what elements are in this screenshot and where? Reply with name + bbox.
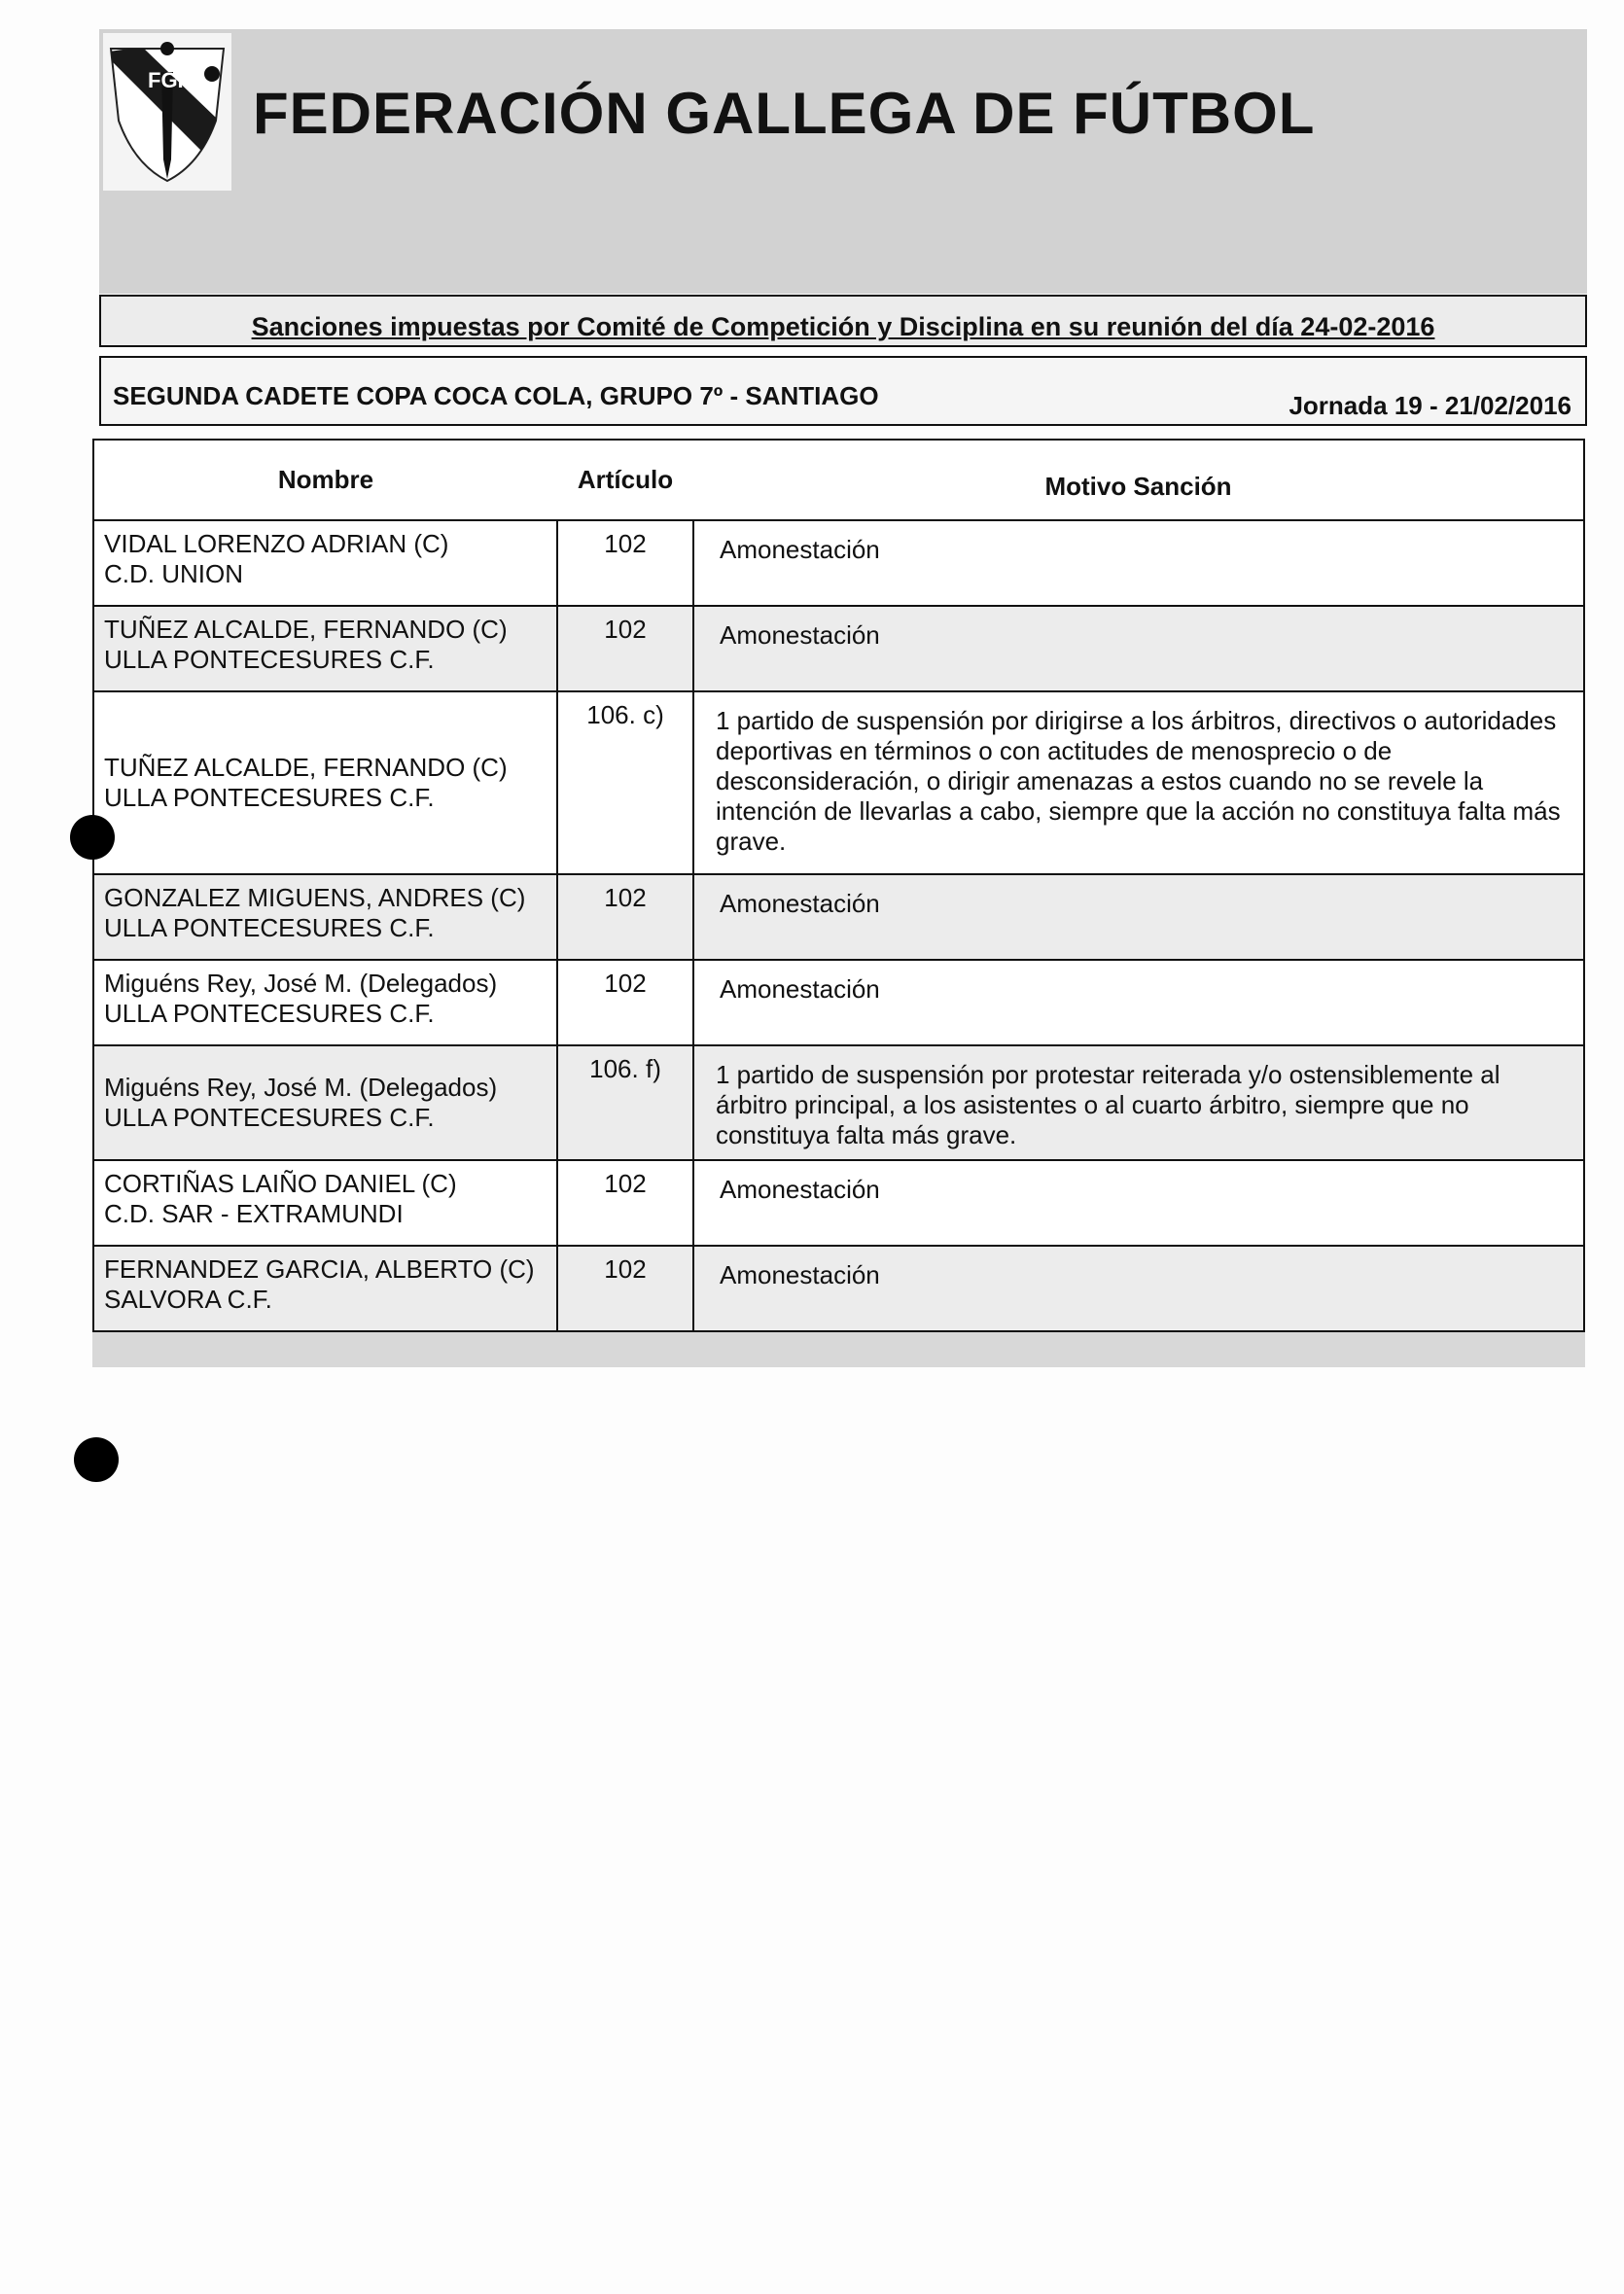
sanctions-table	[92, 439, 1585, 1332]
person-name: Miguéns Rey, José M. (Delegados)	[104, 969, 498, 998]
header-motivo: Motivo Sanción	[693, 440, 1584, 520]
person-name: TUÑEZ ALCALDE, FERNANDO (C)	[104, 615, 508, 644]
article-cell: 106. f)	[557, 1045, 693, 1160]
header-articulo: Artículo	[557, 440, 693, 520]
person-name: VIDAL LORENZO ADRIAN (C)	[104, 529, 449, 558]
club-name: ULLA PONTECESURES C.F.	[104, 645, 435, 674]
name-cell	[93, 520, 557, 606]
name-cell	[93, 606, 557, 691]
club-name: ULLA PONTECESURES C.F.	[104, 999, 435, 1028]
article-cell: 102	[557, 960, 693, 1045]
header-nombre: Nombre	[93, 440, 557, 520]
person-name: Miguéns Rey, José M. (Delegados)	[104, 1073, 498, 1102]
table-row	[93, 520, 1584, 606]
reason-cell: Amonestación	[693, 960, 1584, 1045]
club-name: C.D. SAR - EXTRAMUNDI	[104, 1199, 404, 1228]
article-cell: 102	[557, 606, 693, 691]
article-cell: 106. c)	[557, 691, 693, 874]
name-cell	[93, 691, 557, 874]
club-name: SALVORA C.F.	[104, 1285, 272, 1314]
reason-cell: 1 partido de suspensión por protestar reiterada y/o ostensiblemente al árbitro principal, a los asistentes o al cuarto árbitro, siempre que no constituya falta más grave.	[693, 1045, 1584, 1160]
competition-name: SEGUNDA CADETE COPA COCA COLA, GRUPO 7º - SANTIAGO	[113, 381, 879, 410]
table-row	[93, 1160, 1584, 1246]
reason-cell: Amonestación	[693, 1160, 1584, 1246]
person-name: TUÑEZ ALCALDE, FERNANDO (C)	[104, 753, 508, 782]
name-cell	[93, 1160, 557, 1246]
table-row	[93, 874, 1584, 960]
svg-text:FGF: FGF	[148, 68, 191, 92]
page-title: FEDERACIÓN GALLEGA DE FÚTBOL	[253, 81, 1316, 146]
name-cell	[93, 1246, 557, 1331]
club-name: ULLA PONTECESURES C.F.	[104, 783, 435, 812]
reason-cell: Amonestación	[693, 606, 1584, 691]
club-name: C.D. UNION	[104, 559, 243, 588]
header-band	[99, 29, 1587, 294]
table-row	[93, 1045, 1584, 1160]
reason-cell: Amonestación	[693, 1246, 1584, 1331]
reason-cell: 1 partido de suspensión por dirigirse a los árbitros, directivos o autoridades deportivas en términos o con actitudes de menosprecio o de desconsideración, o dirigir amenazas a estos cuando no se revele la intención de llevarlas a cabo, siempre que la acción no constituya falta más grave.	[693, 691, 1584, 874]
person-name: CORTIÑAS LAIÑO DANIEL (C)	[104, 1169, 457, 1198]
punch-hole	[70, 815, 115, 860]
federation-logo	[103, 33, 231, 191]
article-cell: 102	[557, 874, 693, 960]
club-name: ULLA PONTECESURES C.F.	[104, 913, 435, 942]
sanctions-table-wrap	[92, 439, 1585, 1367]
punch-hole	[74, 1437, 119, 1482]
reason-cell: Amonestación	[693, 520, 1584, 606]
person-name: GONZALEZ MIGUENS, ANDRES (C)	[104, 883, 526, 912]
table-row	[93, 1246, 1584, 1331]
table-row	[93, 606, 1584, 691]
table-row	[93, 691, 1584, 874]
article-cell: 102	[557, 1160, 693, 1246]
table-header	[93, 440, 1584, 520]
table-row	[93, 960, 1584, 1045]
person-name: FERNANDEZ GARCIA, ALBERTO (C)	[104, 1254, 535, 1284]
competition-bar	[99, 356, 1587, 426]
article-cell: 102	[557, 520, 693, 606]
matchday: Jornada 19 - 21/02/2016	[1289, 391, 1571, 420]
sanctions-title: Sanciones impuestas por Comité de Competición y Disciplina en su reunión del día 24-02-2016	[99, 295, 1587, 347]
reason-cell: Amonestación	[693, 874, 1584, 960]
club-name: ULLA PONTECESURES C.F.	[104, 1103, 435, 1132]
name-cell	[93, 874, 557, 960]
name-cell	[93, 960, 557, 1045]
name-cell	[93, 1045, 557, 1160]
article-cell: 102	[557, 1246, 693, 1331]
